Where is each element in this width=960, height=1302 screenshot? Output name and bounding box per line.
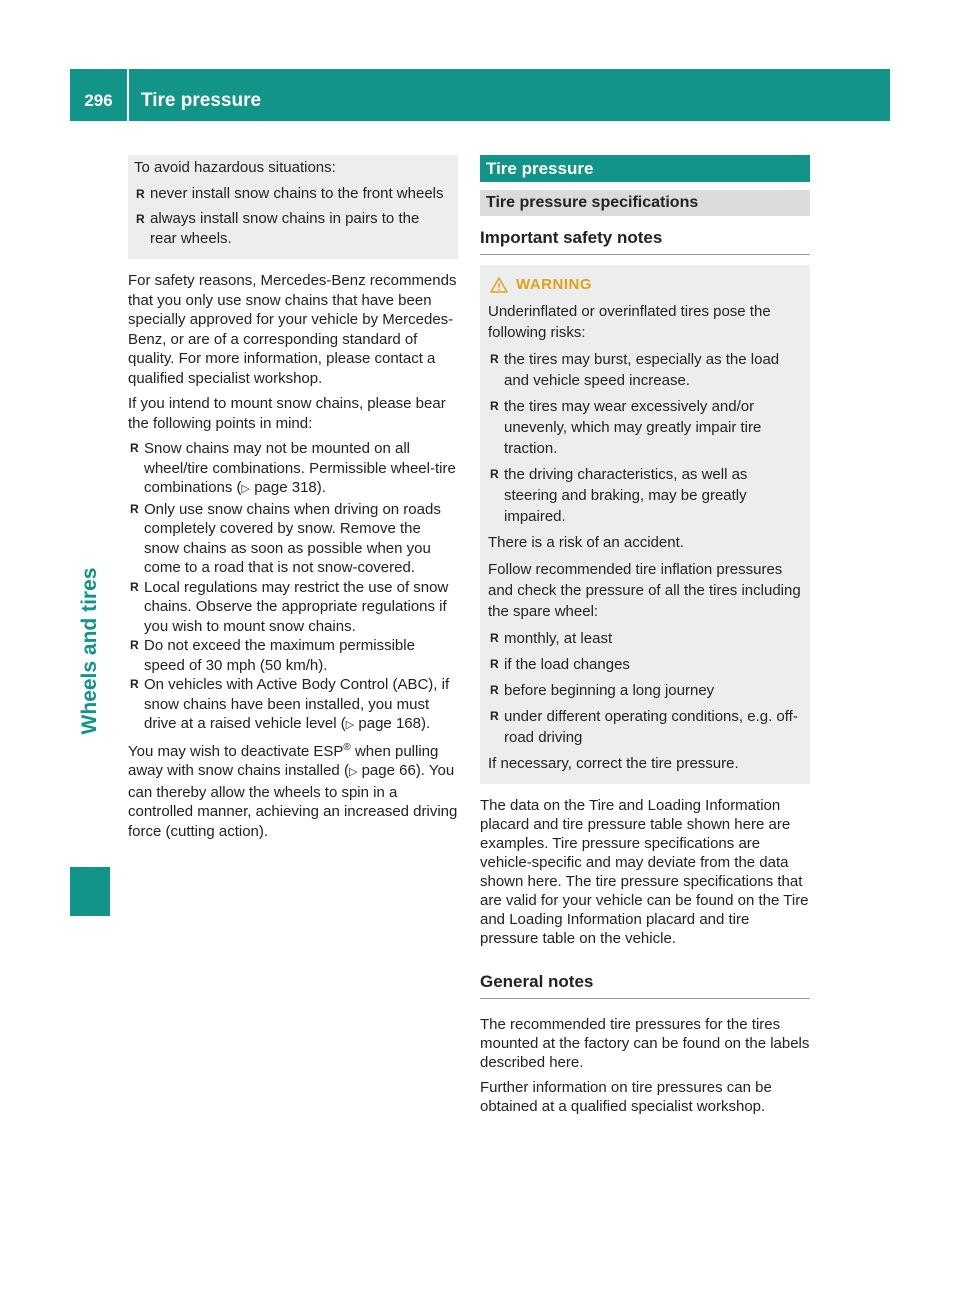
page-number: 296	[84, 91, 113, 110]
list-item: R before beginning a long journey	[490, 682, 715, 699]
bullet-icon: R	[136, 212, 145, 226]
list-item: R the driving characteristics, as well as steering and braking, may be greatly impaired.	[490, 466, 748, 525]
follow-text: Follow recommended tire inflation pressures and check the pressure of all the tires including the spare wheel:	[488, 561, 801, 620]
bullet-icon: R	[130, 638, 139, 652]
bullet-icon: R	[490, 709, 499, 723]
page-ref-arrow-icon: ▷	[348, 766, 358, 778]
list-item: R monthly, at least	[490, 630, 613, 647]
list-item: R Only use snow chains when driving on roads completely covered by snow. Remove the snow chains as soon as possible when you come to a road that is not snow-covered.	[130, 500, 441, 576]
intend-paragraph: If you intend to mount snow chains, please bear the following points in mind:	[128, 395, 446, 432]
list-item: R Snow chains may not be mounted on all wheel/tire combinations. Permissible wheel-tire combinations (▷ page 318).	[130, 440, 456, 496]
list-item: R the tires may wear excessively and/or unevenly, which may greatly impair tire traction.	[490, 398, 762, 457]
data-paragraph: The data on the Tire and Loading Information placard and tire pressure table shown here are examples. Tire pressure specifications are vehicle-specific and may deviate from the data shown here. The tire pressure specifications that are valid for your vehicle can be found on the Tire and Loading Information placard and tire pressure table on the vehicle.	[480, 797, 809, 947]
general-paragraph-1: The recommended tire pressures for the tires mounted at the factory can be found on the labels described here.	[480, 1016, 810, 1071]
bullet-icon: R	[130, 501, 139, 516]
side-tab	[70, 121, 110, 916]
left-column	[128, 155, 458, 847]
bullet-icon: R	[130, 677, 139, 691]
bullet-icon: R	[130, 441, 139, 455]
page-reference-link[interactable]: page 66	[361, 762, 416, 779]
bullet-icon: R	[130, 579, 139, 594]
list-item: R never install snow chains to the front wheels	[136, 185, 444, 202]
hazard-intro: To avoid hazardous situations:	[134, 159, 336, 176]
bullet-icon: R	[490, 683, 499, 697]
general-notes-heading: General notes	[480, 954, 810, 999]
page-ref-arrow-icon: ▷	[345, 719, 355, 731]
list-item: R the tires may burst, especially as the load and vehicle speed increase.	[490, 351, 780, 389]
page-ref-arrow-icon: ▷	[241, 483, 251, 495]
bullet-icon: R	[490, 467, 499, 481]
side-tab-marker	[70, 867, 110, 916]
warning-triangle-icon	[490, 277, 508, 293]
list-item: R Local regulations may restrict the use of snow chains. Observe the appropriate regulations if you wish to mount snow chains.	[130, 578, 449, 635]
list-item: R under different operating conditions, e.g. off-road driving	[490, 708, 798, 746]
subsection-title: Tire pressure specifications	[480, 190, 810, 216]
list-item: R On vehicles with Active Body Control (ABC), if snow chains have been installed, you must drive at a raised vehicle level (▷ page 168).	[130, 676, 450, 732]
side-tab-label: Wheels and tires	[78, 567, 101, 735]
bullet-icon: R	[490, 399, 499, 413]
bullet-icon: R	[490, 352, 499, 366]
bullet-icon: R	[490, 631, 499, 645]
bullet-icon: R	[136, 187, 145, 201]
list-item: R Do not exceed the maximum permissible speed of 30 mph (50 km/h).	[130, 637, 415, 674]
correct-text: If necessary, correct the tire pressure.	[488, 755, 739, 772]
page-reference-link[interactable]: page 168	[358, 715, 421, 732]
page-reference-link[interactable]: page 318	[254, 479, 317, 496]
page-title: Tire pressure	[141, 90, 262, 111]
safety-paragraph: For safety reasons, Mercedes-Benz recommends that you only use snow chains that have been specially approved for your vehicle by Mercedes-Benz, or are of a corresponding standard of quality. For more information, please contact a qualified specialist workshop.	[128, 272, 457, 387]
hazard-box	[128, 155, 458, 259]
important-safety-heading: Important safety notes	[480, 216, 810, 255]
warning-intro: Underinflated or overinflated tires pose the following risks:	[488, 303, 771, 341]
list-item: R if the load changes	[490, 656, 630, 673]
section-title: Tire pressure	[480, 155, 810, 182]
esp-paragraph: You may wish to deactivate ESP® when pulling away with snow chains installed (▷ page 66). You can thereby allow the wheels to spin in a controlled manner, achieving an increased driving force (cutting action).	[128, 741, 458, 840]
warning-label: WARNING	[516, 276, 592, 293]
warning-header	[488, 275, 802, 295]
accident-text: There is a risk of an accident.	[488, 534, 684, 551]
general-paragraph-2: Further information on tire pressures can be obtained at a qualified specialist workshop.	[480, 1079, 772, 1115]
header-divider	[127, 69, 129, 121]
list-item: R always install snow chains in pairs to the rear wheels.	[136, 210, 420, 247]
bullet-icon: R	[490, 657, 499, 671]
registered-mark: ®	[343, 741, 351, 753]
snow-chain-text	[128, 271, 458, 841]
right-column	[480, 155, 810, 1122]
warning-box	[480, 265, 810, 784]
